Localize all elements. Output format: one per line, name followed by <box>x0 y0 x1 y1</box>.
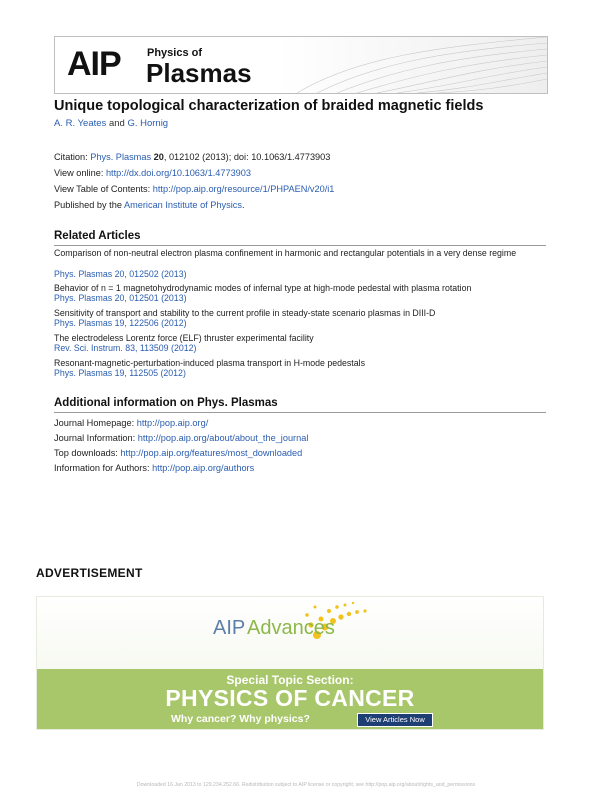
additional-info-row <box>54 448 302 458</box>
author-link-hornig[interactable]: G. Hornig <box>127 118 169 129</box>
citation-volume: 20 <box>153 152 164 162</box>
ad-special-topic: Special Topic Section: <box>226 673 354 687</box>
download-footer: Downloaded 16 Jan 2013 to 129.234.252.66. Redistribution subject to AIP license or copyright; see http://pop.aip.org/about/rights_and_permissions <box>136 782 476 788</box>
related-article-title: The electrodeless Lorentz force (ELF) thruster experimental facility <box>54 333 314 343</box>
related-article-title: Sensitivity of transport and stability to the current profile in steady-state scenario plasmas in DIII-D <box>54 308 436 318</box>
row-label: Journal Homepage: <box>54 418 135 428</box>
related-articles-heading: Related Articles <box>54 230 141 242</box>
article-title: Unique topological characterization of braided magnetic fields <box>54 98 484 114</box>
section-divider <box>54 245 546 246</box>
ad-advances-logo: Advances <box>247 617 335 639</box>
section-divider <box>54 412 546 413</box>
additional-info-heading: Additional information on Phys. Plasmas <box>54 397 278 409</box>
related-article-ref[interactable]: Phys. Plasmas 20, 012502 (2013) <box>54 269 187 279</box>
top-downloads-link[interactable]: http://pop.aip.org/features/most_downloaded <box>120 448 303 458</box>
toc-line <box>54 184 334 194</box>
advertisement-banner[interactable] <box>36 596 544 730</box>
banner-decoration <box>297 37 547 93</box>
citation-details: , 012102 (2013); doi: 10.1063/1.4773903 <box>163 152 331 162</box>
author-conjunction: and <box>108 118 125 129</box>
toc-link[interactable]: http://pop.aip.org/resource/1/PHPAEN/v20/i1 <box>152 184 335 194</box>
additional-info-row <box>54 418 208 428</box>
citation-label: Citation: <box>54 152 88 162</box>
related-article-ref[interactable]: Phys. Plasmas 19, 112505 (2012) <box>54 368 186 378</box>
related-article-ref[interactable]: Phys. Plasmas 20, 012501 (2013) <box>54 293 187 303</box>
ad-headline: PHYSICS OF CANCER <box>165 685 415 711</box>
additional-info-row <box>54 463 254 473</box>
related-article-title: Behavior of n = 1 magnetohydrodynamic modes of infernal type at high-mode pedestal with plasma rotation <box>54 283 472 293</box>
publisher-link[interactable]: American Institute of Physics <box>123 200 242 210</box>
additional-info-row <box>54 433 308 443</box>
author-line <box>54 118 168 129</box>
author-link-yeates[interactable]: A. R. Yeates <box>54 118 107 129</box>
view-online-line <box>54 168 251 178</box>
toc-label: View Table of Contents: <box>54 184 151 194</box>
authors-info-link[interactable]: http://pop.aip.org/authors <box>152 463 255 473</box>
journal-information-link[interactable]: http://pop.aip.org/about/about_the_journal <box>137 433 309 443</box>
citation-line <box>54 152 330 162</box>
journal-name: Plasmas <box>146 58 252 88</box>
advertisement-label: ADVERTISEMENT <box>36 566 143 580</box>
view-online-label: View online: <box>54 168 104 178</box>
ad-aip-logo: AIP <box>213 617 246 639</box>
row-label: Information for Authors: <box>54 463 150 473</box>
journal-homepage-link[interactable]: http://pop.aip.org/ <box>136 418 209 428</box>
citation-journal-link[interactable]: Phys. Plasmas <box>90 152 152 162</box>
related-article-ref[interactable]: Rev. Sci. Instrum. 83, 113509 (2012) <box>54 343 197 353</box>
related-article-ref[interactable]: Phys. Plasmas 19, 122506 (2012) <box>54 318 187 328</box>
related-article-title: Resonant-magnetic-perturbation-induced plasma transport in H-mode pedestals <box>54 358 365 368</box>
published-label: Published by the <box>54 200 122 210</box>
view-articles-button[interactable]: View Articles Now <box>357 713 433 727</box>
ad-tagline: Why cancer? Why physics? <box>171 713 310 725</box>
related-article-title: Comparison of non-neutral electron plasma confinement in harmonic and rectangular potentials in a very dense regime <box>54 248 517 258</box>
row-label: Top downloads: <box>54 448 118 458</box>
aip-logo: AIP <box>67 45 121 83</box>
doi-link[interactable]: http://dx.doi.org/10.1063/1.4773903 <box>105 168 252 178</box>
published-line <box>54 200 245 210</box>
row-label: Journal Information: <box>54 433 136 443</box>
journal-header-banner <box>54 36 548 94</box>
journal-name-prefix: Physics of <box>147 47 203 59</box>
published-period: . <box>241 200 245 210</box>
